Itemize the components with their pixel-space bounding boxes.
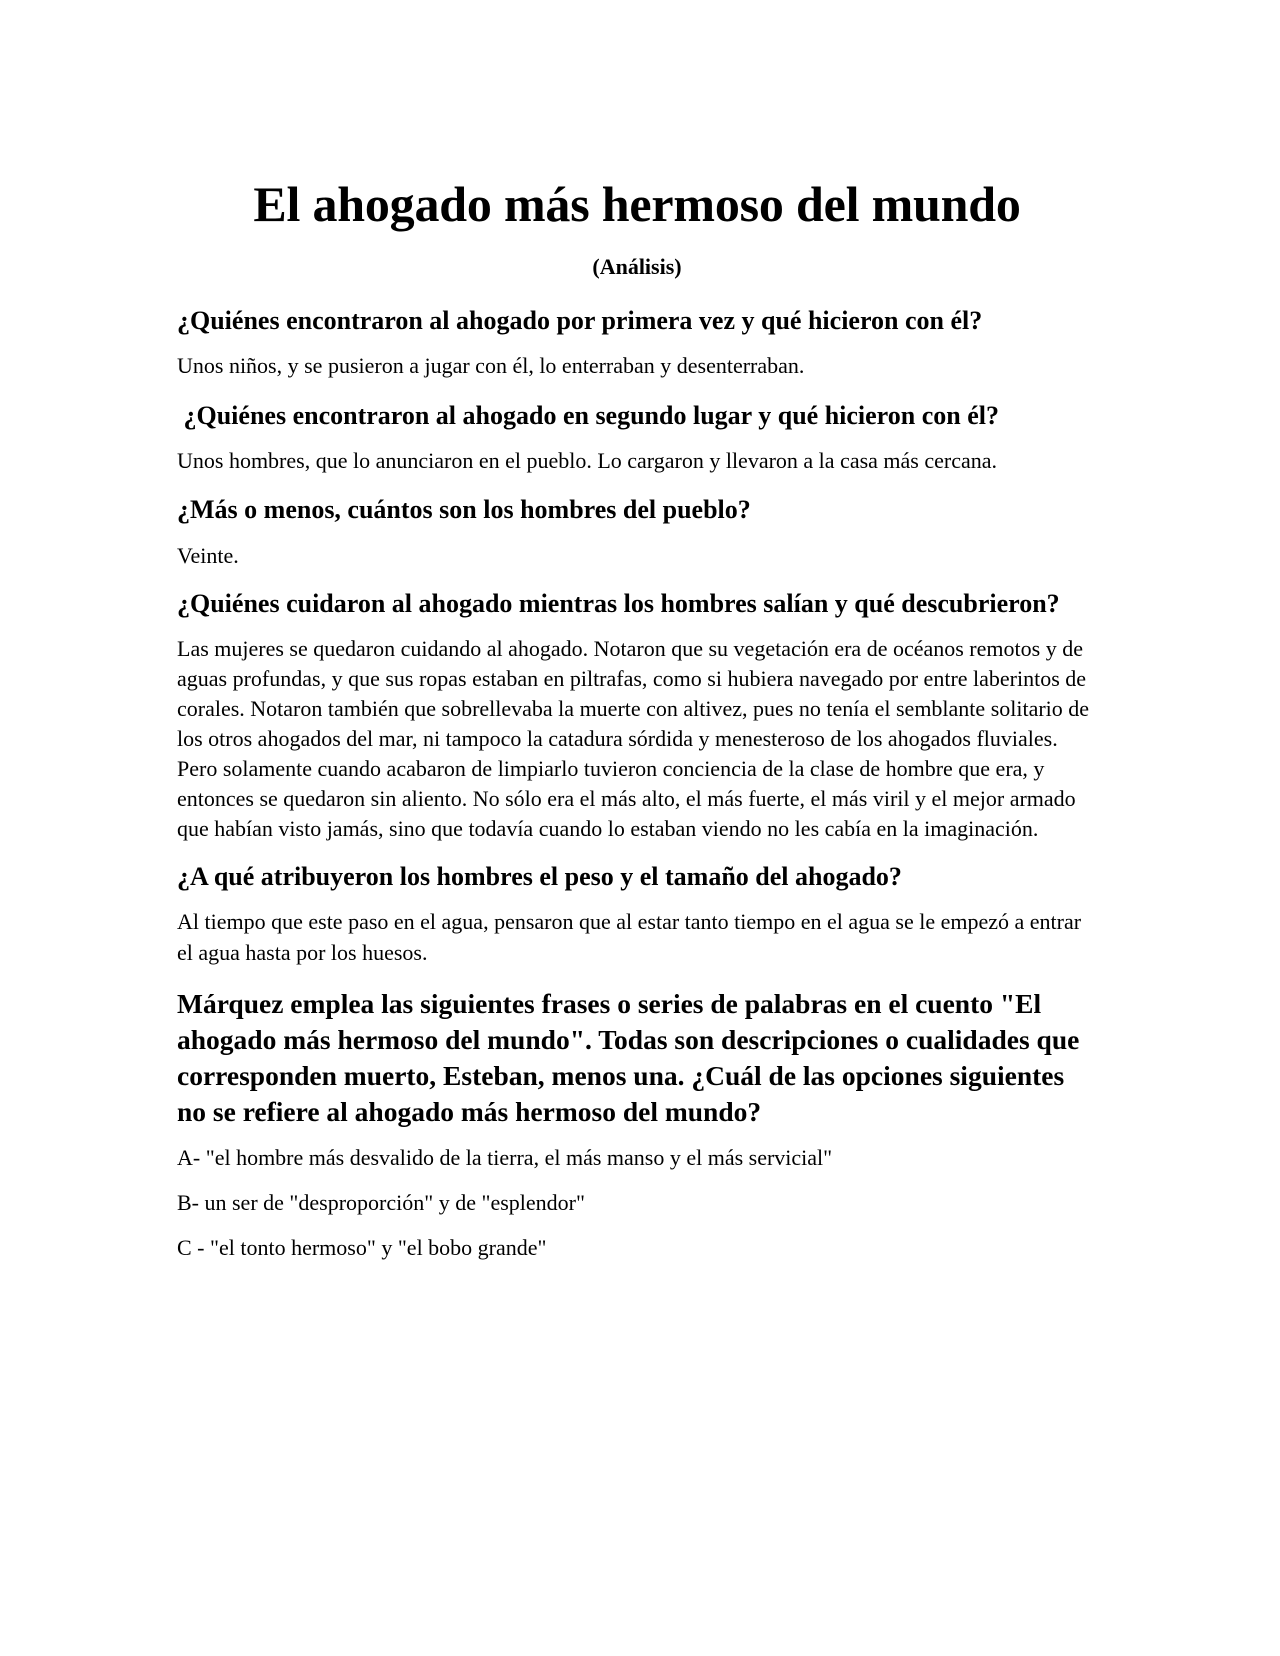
answer-1: Unos niños, y se pusieron a jugar con él, lo enterraban y desenterraban.	[177, 353, 805, 378]
document-title: El ahogado más hermoso del mundo	[253, 176, 1021, 232]
question-4: ¿Quiénes cuidaron al ahogado mientras los hombres salían y qué descubrieron?	[177, 589, 1060, 618]
answer-5: Al tiempo que este paso en el agua, pensaron que al estar tanto tiempo en el agua se le empezó a entrar el agua hasta por los huesos.	[177, 909, 1082, 965]
option-a: A- "el hombre más desvalido de la tierra, el más manso y el más servicial"	[177, 1145, 833, 1170]
document-page	[177, 168, 1097, 1263]
document-subtitle: (Análisis)	[592, 254, 682, 279]
answer-2: Unos hombres, que lo anunciaron en el pueblo. Lo cargaron y llevaron a la casa más cercana.	[177, 448, 997, 473]
answer-4: Las mujeres se quedaron cuidando al ahogado. Notaron que su vegetación era de océanos remotos y de aguas profundas, y que sus ropas estaban en piltrafas, como si hubiera navegado por entre laberintos de corales. Notaron también que sobrellevaba la muerte con altivez, pues no tenía el semblante solitario de los otros ahogados del mar, ni tampoco la catadura sórdida y menesteroso de los ahogados fluviales. Pero solamente cuando acabaron de limpiarlo tuvieron conciencia de la clase de hombre que era, y entonces se quedaron sin aliento. No sólo era el más alto, el más fuerte, el más viril y el mejor armado que habían visto jamás, sino que todavía cuando lo estaban viendo no les cabía en la imaginación.	[177, 636, 1090, 841]
question-1: ¿Quiénes encontraron al ahogado por primera vez y qué hicieron con él?	[177, 306, 983, 335]
question-3: ¿Más o menos, cuántos son los hombres del pueblo?	[177, 495, 751, 524]
final-question: Márquez emplea las siguientes frases o series de palabras en el cuento "El ahogado más hermoso del mundo". Todas son descripciones o cualidades que corresponden muerto, Esteban, menos una. ¿Cuál de las opciones siguientes no se refiere al ahogado más hermoso del mundo?	[177, 988, 1080, 1127]
question-2: ¿Quiénes encontraron al ahogado en segundo lugar y qué hicieron con él?	[177, 401, 999, 430]
option-c: C - "el tonto hermoso" y "el bobo grande"	[177, 1235, 547, 1260]
question-5: ¿A qué atribuyeron los hombres el peso y el tamaño del ahogado?	[177, 862, 902, 891]
answer-3: Veinte.	[177, 543, 239, 568]
option-b: B- un ser de "desproporción" y de "esplendor"	[177, 1190, 585, 1215]
